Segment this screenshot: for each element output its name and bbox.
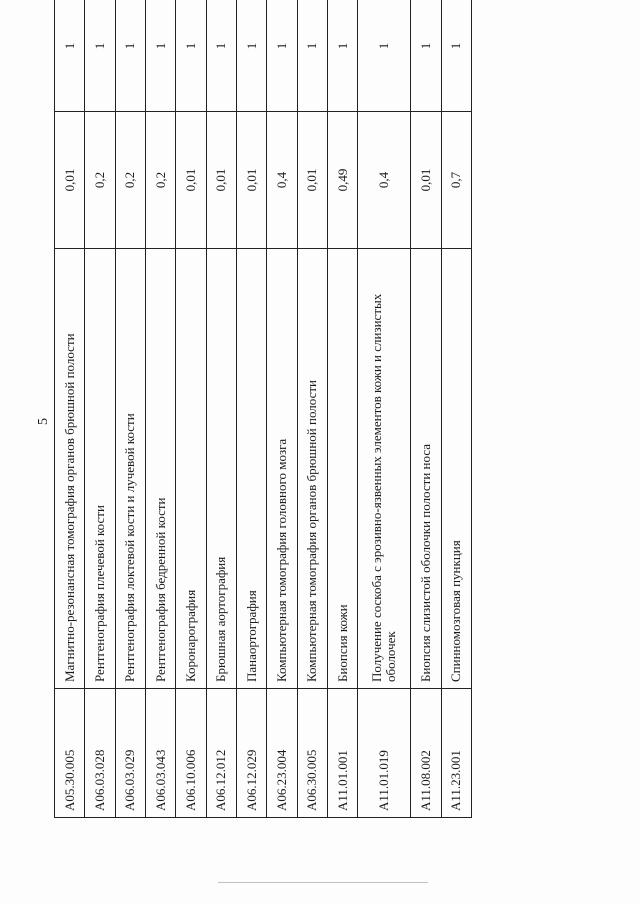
count-cell: 1 (146, 0, 176, 112)
table-row (297, 0, 327, 818)
code-cell: A06.10.006 (176, 689, 206, 818)
coefficient-cell: 0,01 (55, 112, 85, 249)
code-cell: A06.03.043 (146, 689, 176, 818)
service-name-cell: Панаортография (237, 249, 267, 689)
coefficient-cell: 0,2 (115, 112, 145, 249)
count-cell: 1 (411, 0, 441, 112)
coefficient-cell: 0,4 (358, 112, 411, 249)
coefficient-cell: 0,01 (297, 112, 327, 249)
service-name-cell: Спинномозговая пункция (441, 249, 472, 689)
table-row (206, 0, 236, 818)
count-cell: 1 (328, 0, 358, 112)
count-cell: 1 (267, 0, 297, 112)
service-name-cell: Брюшная аортография (206, 249, 236, 689)
coefficient-cell: 0,7 (441, 112, 472, 249)
table-row (55, 0, 85, 818)
table-row (267, 0, 297, 818)
coefficient-cell: 0,2 (85, 112, 115, 249)
count-cell: 1 (55, 0, 85, 112)
table-row (358, 0, 411, 818)
page-number: 5 (36, 418, 51, 425)
service-name-cell: Рентгенография плечевой кости (85, 249, 115, 689)
coefficient-cell: 0,4 (267, 112, 297, 249)
service-name-cell: Коронарография (176, 249, 206, 689)
coefficient-cell: 0,01 (176, 112, 206, 249)
service-name-cell: Рентгенография бедренной кости (146, 249, 176, 689)
service-name-cell: Биопсия кожи (328, 249, 358, 689)
count-cell: 1 (358, 0, 411, 112)
services-table-wrapper (54, 33, 472, 818)
coefficient-cell: 0,01 (206, 112, 236, 249)
count-cell: 1 (115, 0, 145, 112)
code-cell: A06.30.005 (297, 689, 327, 818)
coefficient-cell: 0,2 (146, 112, 176, 249)
code-cell: A06.12.029 (237, 689, 267, 818)
code-cell: A06.23.004 (267, 689, 297, 818)
service-name-cell: Получение соскоба с эрозивно-язвенных элементов кожи и слизистых оболочек (358, 249, 411, 689)
coefficient-cell: 0,49 (328, 112, 358, 249)
coefficient-cell: 0,01 (237, 112, 267, 249)
count-cell: 1 (297, 0, 327, 112)
code-cell: A11.01.019 (358, 689, 411, 818)
table-row (115, 0, 145, 818)
service-name-cell: Рентгенография локтевой кости и лучевой кости (115, 249, 145, 689)
coefficient-cell: 0,01 (411, 112, 441, 249)
service-name-cell: Компьютерная томография головного мозга (267, 249, 297, 689)
code-cell: A11.08.002 (411, 689, 441, 818)
table-row (328, 0, 358, 818)
code-cell: A06.03.029 (115, 689, 145, 818)
code-cell: A11.01.001 (328, 689, 358, 818)
table-row (176, 0, 206, 818)
services-table-body (55, 0, 472, 818)
code-cell: A05.30.005 (55, 689, 85, 818)
count-cell: 1 (441, 0, 472, 112)
service-name-cell: Магнитно-резонансная томография органов брюшной полости (55, 249, 85, 689)
table-row (237, 0, 267, 818)
count-cell: 1 (85, 0, 115, 112)
count-cell: 1 (176, 0, 206, 112)
code-cell: A06.03.028 (85, 689, 115, 818)
table-row (441, 0, 472, 818)
count-cell: 1 (206, 0, 236, 112)
table-row (85, 0, 115, 818)
services-table (54, 0, 472, 818)
scan-artifact-line (218, 882, 428, 883)
service-name-cell: Биопсия слизистой оболочки полости носа (411, 249, 441, 689)
table-row (411, 0, 441, 818)
code-cell: A11.23.001 (441, 689, 472, 818)
table-row (146, 0, 176, 818)
service-name-cell: Компьютерная томография органов брюшной полости (297, 249, 327, 689)
code-cell: A06.12.012 (206, 689, 236, 818)
count-cell: 1 (237, 0, 267, 112)
